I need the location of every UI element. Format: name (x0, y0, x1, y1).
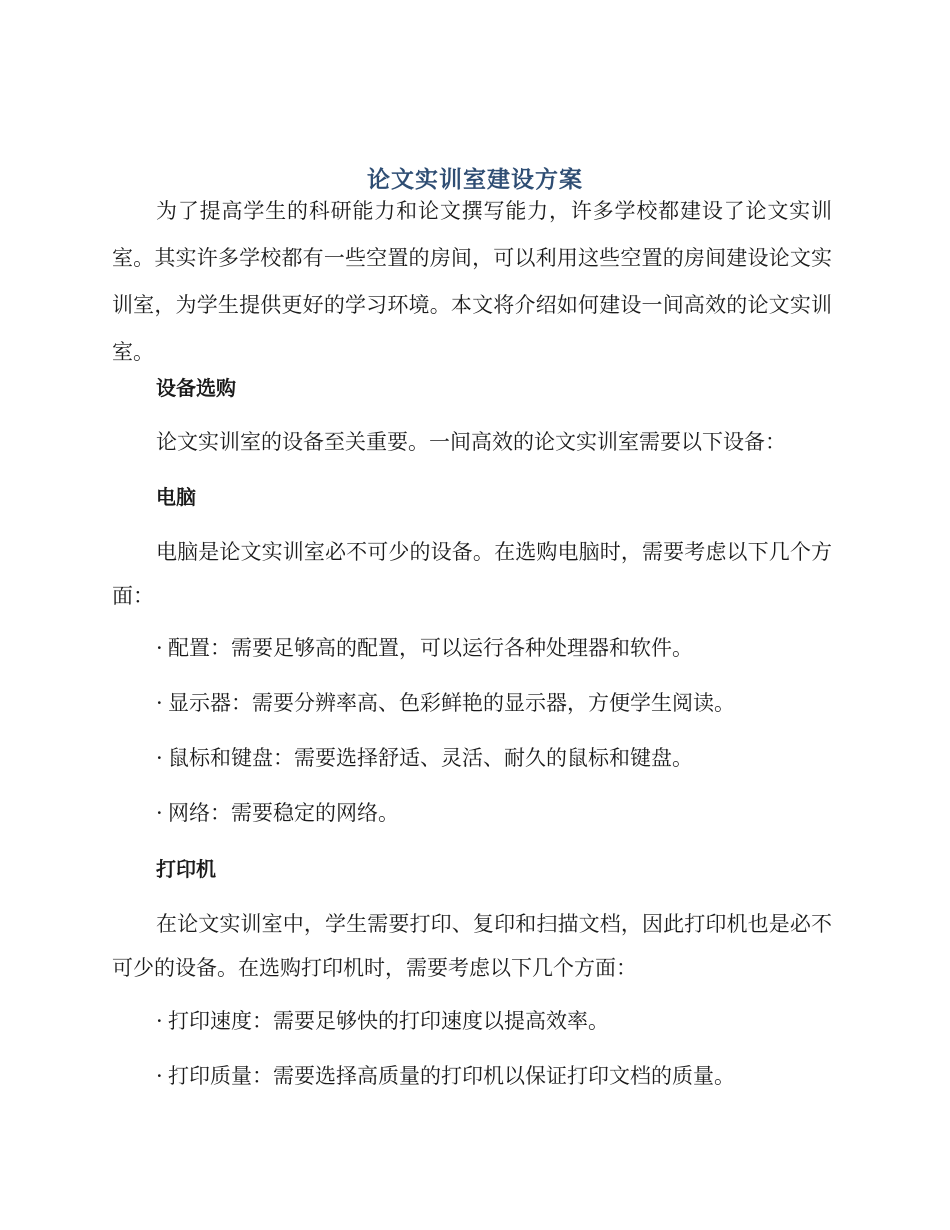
bullet-text: 显示器：需要分辨率高、色彩鲜艳的显示器，方便学生阅读。 (168, 691, 735, 715)
bullet-marker: · (156, 1064, 163, 1088)
bullet-text: 鼠标和键盘：需要选择舒适、灵活、耐久的鼠标和键盘。 (168, 746, 693, 770)
bullet-text: 网络：需要稳定的网络。 (168, 801, 399, 825)
computer-bullet-3 (156, 743, 836, 773)
document-title: 论文实训室建设方案 (367, 167, 583, 194)
computer-paragraph: 电脑是论文实训室必不可少的设备。在选购电脑时，需要考虑以下几个方面： (112, 540, 832, 608)
heading-equipment: 设备选购 (156, 376, 236, 400)
heading-printer: 打印机 (156, 857, 216, 881)
bullet-marker: · (156, 691, 163, 715)
printer-paragraph: 在论文实训室中，学生需要打印、复印和扫描文档，因此打印机也是必不可少的设备。在选购打印机时，需要考虑以下几个方面： (112, 912, 832, 980)
computer-bullet-1 (156, 633, 836, 663)
equipment-paragraph: 论文实训室的设备至关重要。一间高效的论文实训室需要以下设备： (156, 430, 786, 454)
intro-paragraph: 为了提高学生的科研能力和论文撰写能力，许多学校都建设了论文实训室。其实许多学校都有一些空置的房间，可以利用这些空置的房间建设论文实训室，为学生提供更好的学习环境。本文将介绍如何建设一间高效的论文实训室。 (112, 199, 832, 364)
heading-computer: 电脑 (156, 485, 196, 509)
bullet-text: 配置：需要足够高的配置，可以运行各种处理器和软件。 (168, 636, 693, 660)
bullet-text: 打印质量：需要选择高质量的打印机以保证打印文档的质量。 (168, 1064, 735, 1088)
bullet-marker: · (156, 801, 163, 825)
bullet-marker: · (156, 1009, 163, 1033)
bullet-marker: · (156, 636, 163, 660)
printer-bullet-2 (156, 1061, 836, 1091)
computer-bullet-4 (156, 798, 836, 828)
bullet-marker: · (156, 746, 163, 770)
computer-bullet-2 (156, 688, 836, 718)
bullet-text: 打印速度：需要足够快的打印速度以提高效率。 (168, 1009, 609, 1033)
printer-bullet-1 (156, 1006, 836, 1036)
